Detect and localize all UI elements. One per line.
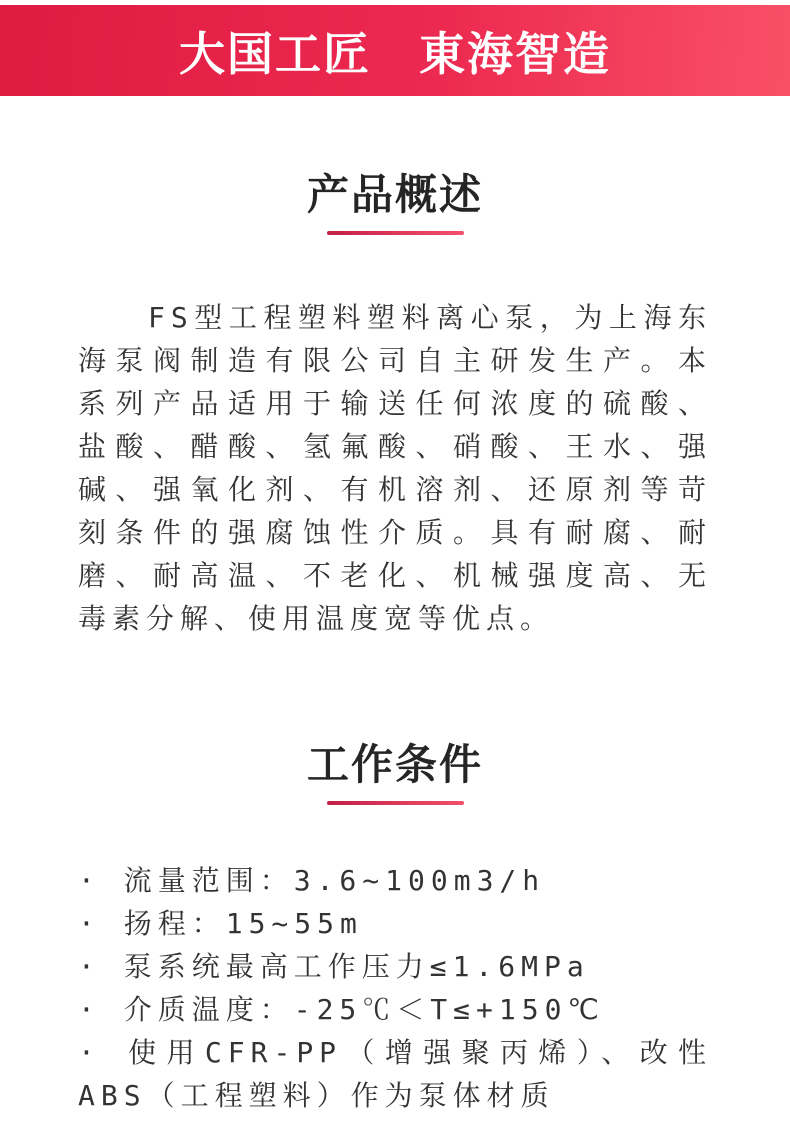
bullet-item: · 泵系统最高工作压力≤1.6MPa — [78, 950, 590, 983]
conditions-list — [78, 859, 712, 1117]
overview-section-title: 产品概述 — [306, 171, 483, 218]
title-underline — [327, 231, 464, 235]
paragraph-line: 毒素分解、使用温度宽等优点。 — [78, 602, 555, 635]
paragraph-line: 磨、耐高温、不老化、机械强度高、无 — [78, 559, 712, 592]
paragraph-line: FS型工程塑料塑料离心泵，为上海东 — [148, 301, 712, 334]
bullet-item: · 介质温度：-25℃＜T≤+150℃ — [78, 993, 605, 1026]
bullet-item: · 扬程：15~55m — [78, 907, 363, 940]
bullet-item: · 流量范围：3.6~100m3/h — [78, 864, 546, 897]
conditions-section — [0, 741, 790, 1117]
paragraph-line: 刻条件的强腐蚀性介质。具有耐腐、耐 — [78, 516, 712, 549]
paragraph-line: 盐酸、醋酸、氢氟酸、硝酸、王水、强 — [78, 430, 712, 463]
overview-section — [0, 171, 790, 640]
overview-paragraph — [78, 296, 712, 640]
paragraph-line: 海泵阀制造有限公司自主研发生产。本 — [78, 344, 712, 377]
bullet-item: · 使用CFR-PP（增强聚丙烯）、改性ABS（工程塑料）作为泵体材质 — [78, 1036, 712, 1112]
paragraph-line: 系列产品适用于输送任何浓度的硫酸、 — [78, 387, 712, 420]
conditions-section-title: 工作条件 — [306, 741, 483, 788]
banner-title: 大国工匠 東海智造 — [179, 27, 611, 80]
title-underline — [327, 801, 464, 805]
paragraph-line: 碱、强氧化剂、有机溶剂、还原剂等苛 — [78, 473, 712, 506]
top-banner — [0, 5, 790, 96]
